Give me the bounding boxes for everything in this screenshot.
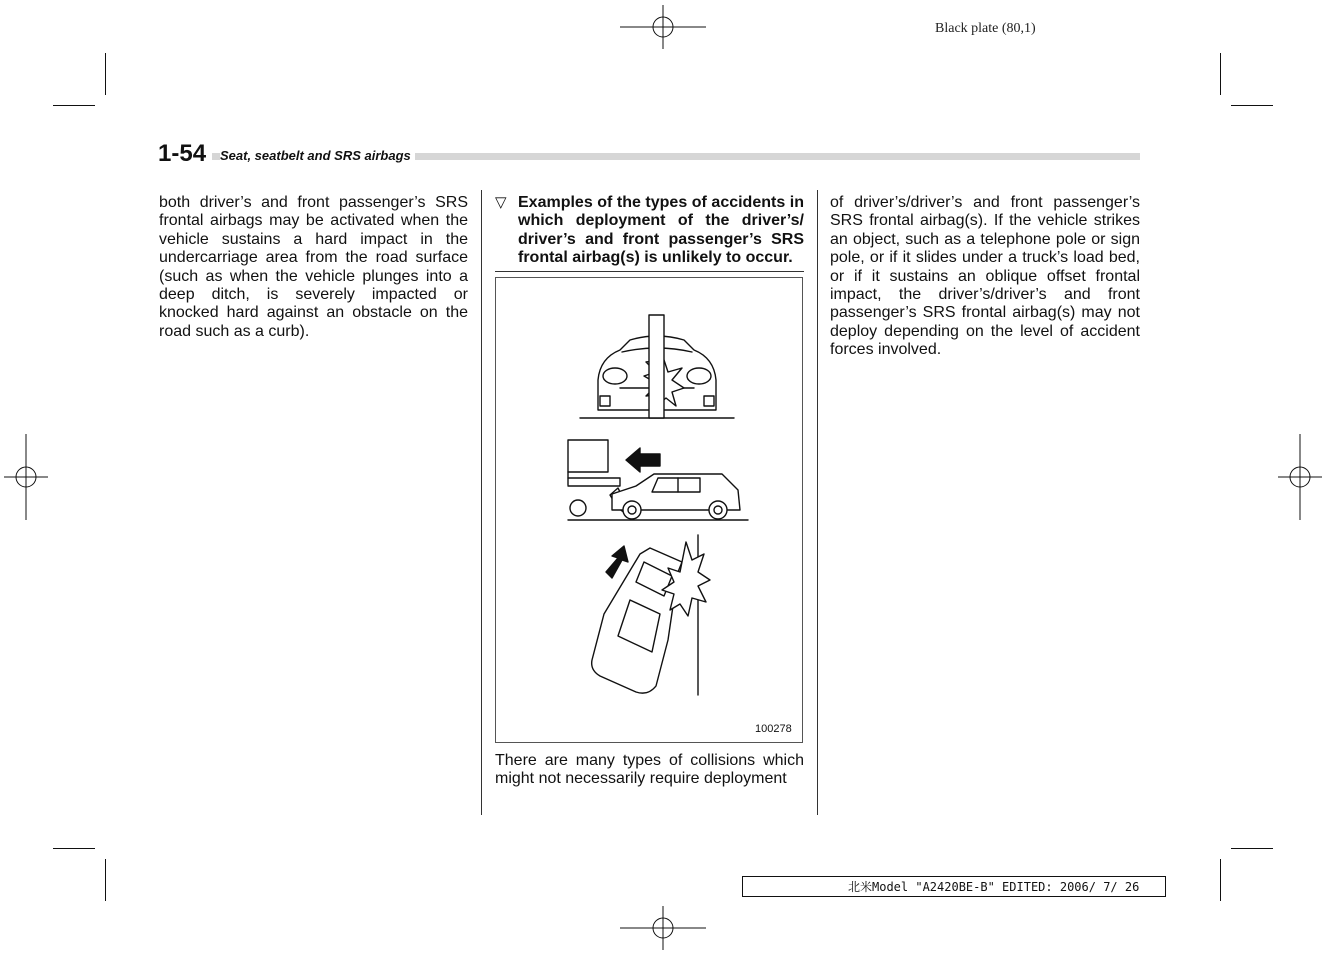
plate-label: Black plate (80,1) <box>935 21 1036 36</box>
column-divider-left <box>481 190 482 815</box>
oblique-impact-scene <box>592 535 710 695</box>
registration-mark-top <box>620 5 706 49</box>
pole-impact-scene <box>580 315 734 418</box>
triangle-marker-icon: ▽ <box>495 194 507 211</box>
crop-mark-top-left-v <box>105 53 106 95</box>
section-title: Seat, seatbelt and SRS airbags <box>220 148 415 164</box>
column-1-text: both driver’s and front passenger’s SRS frontal airbags may be activated when the vehicle sustains a hard impact in the undercarriage area from the road surface (such as when the vehicle plunges into a deep ditch, is severely impacted or knocked hard against an obstacle on the road such as a curb). <box>159 194 468 340</box>
column-2-text: There are many types of collisions which might not necessarily require deployment <box>495 752 804 788</box>
crop-mark-bottom-left-v <box>105 859 106 901</box>
heading-rule <box>495 271 804 272</box>
column-3-text: of driver’s/driver’s and front passenger’s SRS frontal airbag(s). If the vehicle strikes an object, such as a telephone pole or sign pole, or if it slides under a truck’s load bed, or if it sustains an oblique offset frontal impact, the driver’s/driver’s and front passenger’s SRS frontal airbag(s) may not deploy depending on the level of accident forces involved. <box>830 194 1140 359</box>
registration-mark-bottom <box>620 906 706 950</box>
truck-underride-scene <box>568 440 748 520</box>
crop-mark-bottom-left-h <box>53 848 95 849</box>
crop-mark-bottom-right-h <box>1231 848 1273 849</box>
crop-mark-top-left-h <box>53 105 95 106</box>
subsection-heading <box>495 194 804 268</box>
crop-mark-bottom-right-v <box>1220 859 1221 901</box>
figure-code: 100278 <box>755 723 792 735</box>
subsection-heading-text: Examples of the types of accidents in which deployment of the driver’s/ driver’s and front passenger’s SRS frontal airbag(s) is unlikely to occur. <box>518 194 804 267</box>
crop-mark-top-right-v <box>1220 53 1221 95</box>
column-divider-right <box>817 190 818 815</box>
crop-mark-top-right-h <box>1231 105 1273 106</box>
registration-mark-left <box>4 434 48 520</box>
registration-mark-right <box>1278 434 1322 520</box>
accident-illustration <box>560 310 760 700</box>
footer-edit-stamp: 北米Model "A2420BE-B" EDITED: 2006/ 7/ 26 <box>848 880 1140 894</box>
page-number: 1-54 <box>158 140 212 168</box>
